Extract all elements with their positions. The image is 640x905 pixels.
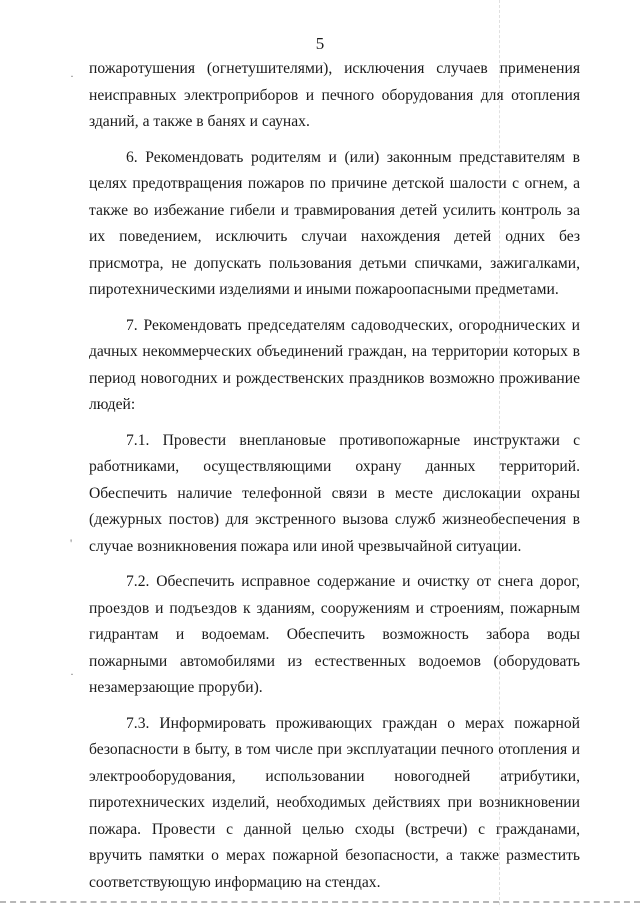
margin-dot-mark: · <box>70 69 74 83</box>
paragraph-item-6: 6. Рекомендовать родителям и (или) законным представителям в целях предотвращения пожаров по причине детской шалости с огнем, а также во избежание гибели и травмирования детей усилить контроль за их поведением, исключить случаи нахождения детей одних без присмотра, не допускать пользования детьми спичками, зажигалками, пиротехническими изделиями и иными пожароопасными предметами. <box>89 148 580 298</box>
paragraph-continued: пожаротушения (огнетушителями), исключения случаев применения неисправных электроприборов и печного оборудования для отопления зданий, а также в банях и саунах. <box>89 60 580 130</box>
paragraph-item-7: 7. Рекомендовать председателям садоводческих, огороднических и дачных некоммерческих объединений граждан, на территории которых в период новогодних и рождественских праздников возможно проживание людей: <box>89 316 580 413</box>
paragraph-item-7-2: 7.2. Обеспечить исправное содержание и очистку от снега дорог, проездов и подъездов к зданиям, сооружениям и строениям, пожарным гидрантам и водоемам. Обеспечить возможность забора воды пожарными автомобилями из естественных водоемов (оборудовать незамерзающие проруби). <box>89 573 580 696</box>
paragraph-item-7-1: 7.1. Провести внеплановые противопожарные инструктажи с работниками, осуществляющими охрану данных территорий. Обеспечить наличие телефонной связи в месте дислокации охраны (дежурных постов) для экстренного вызова служб жизнеобеспечения в случае возникновения пожара или иной чрезвычайной ситуации. <box>89 431 580 555</box>
scan-bottom-edge <box>0 901 640 903</box>
margin-tick-mark: · <box>70 667 74 681</box>
page-number: 5 <box>315 34 325 53</box>
paragraph-item-7-3: 7.3. Информировать проживающих граждан о мерах пожарной безопасности в быту, в том числе при эксплуатации печного отопления и электрооборудования, использовании новогодней атрибутики, пиротехнических изделий, необходимых действиях при возникновении пожара. Провести с данной целью сходы (встречи) с гражданами, вручить памятки о мерах пожарной безопасности, а также разместить соответствующую информацию на стендах. <box>89 714 580 891</box>
document-body <box>89 56 580 896</box>
margin-tick-mark: ' <box>70 536 73 550</box>
